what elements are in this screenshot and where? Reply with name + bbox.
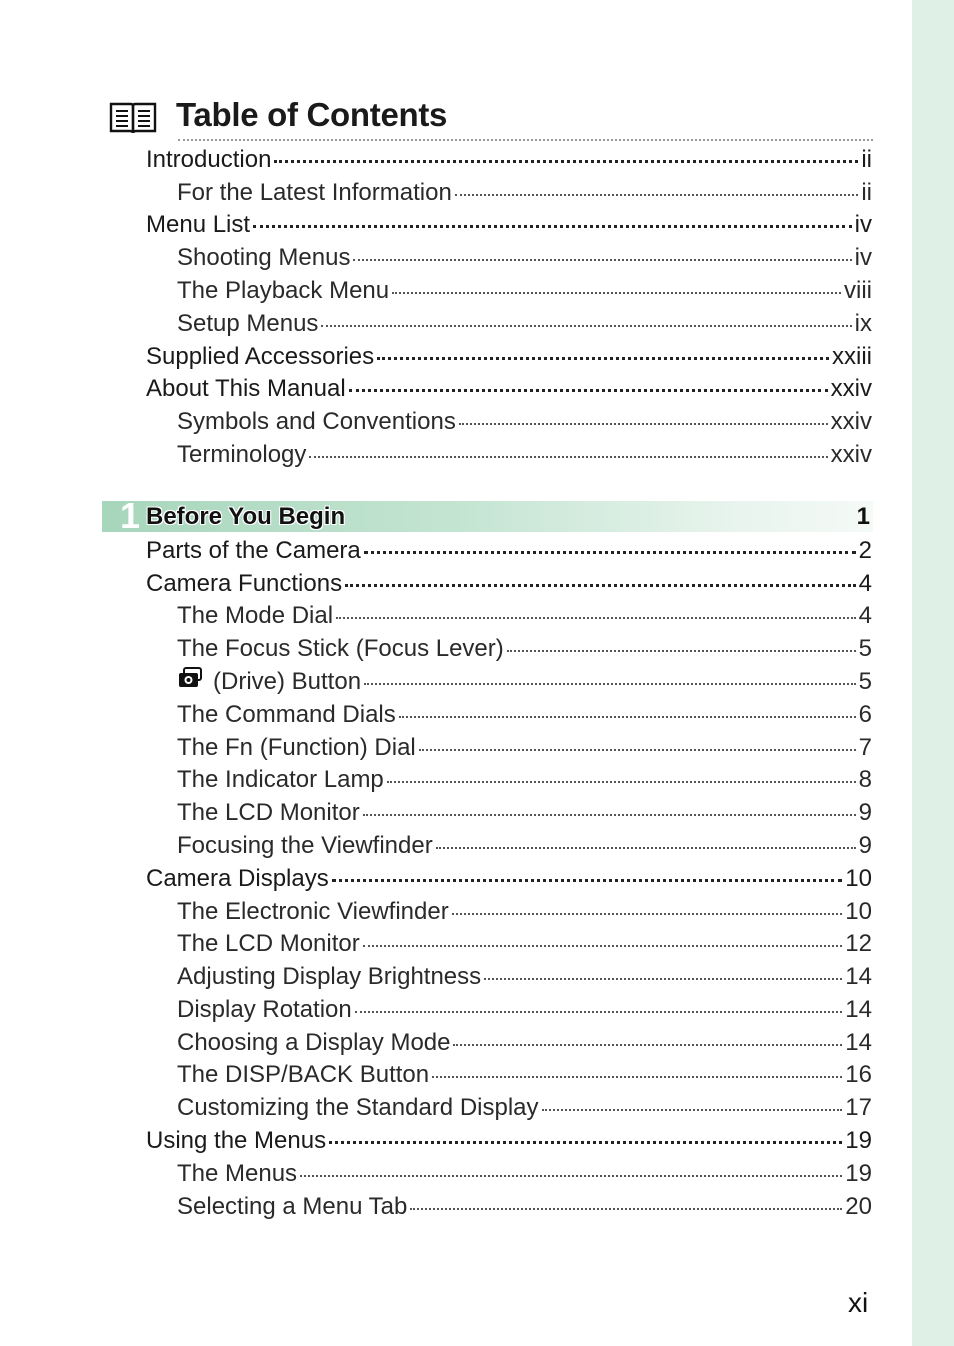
toc-entry-page: 5: [858, 635, 872, 662]
toc-entry[interactable]: [177, 439, 872, 471]
toc-entry[interactable]: [177, 994, 872, 1026]
toc-entry-label: Menu List: [146, 211, 251, 238]
toc-entry-page: 10: [845, 898, 872, 925]
toc-entry[interactable]: [177, 699, 872, 731]
toc-entry-label: Customizing the Standard Display: [177, 1094, 539, 1121]
toc-entry[interactable]: [177, 242, 872, 274]
leader-dots: [345, 584, 856, 587]
open-book-icon: [108, 100, 158, 136]
toc-entry-label: (Drive) Button: [213, 668, 362, 695]
leader-dots: [542, 1109, 843, 1111]
toc-entry[interactable]: [146, 144, 872, 176]
toc-entry[interactable]: [177, 308, 872, 340]
toc-entry[interactable]: [177, 406, 872, 438]
chapter-page: 1: [856, 503, 870, 530]
leader-dots: [274, 160, 858, 163]
toc-entry-label: Display Rotation: [177, 996, 352, 1023]
toc-entry-page: 10: [845, 865, 872, 892]
toc-entry[interactable]: [177, 177, 872, 209]
toc-entry[interactable]: [177, 961, 872, 993]
toc-entry-label: The LCD Monitor: [177, 799, 360, 826]
leader-dots: [363, 945, 843, 947]
toc-entry-page: 19: [845, 1127, 872, 1154]
toc-entry-page: xxiii: [832, 343, 872, 370]
toc-entry-page: 4: [858, 570, 872, 597]
toc-entry-page: 12: [845, 930, 872, 957]
toc-entry-page: 19: [845, 1160, 872, 1187]
toc-entry-page: 9: [858, 832, 872, 859]
toc-entry-label: Setup Menus: [177, 310, 319, 337]
toc-entry-page: 14: [845, 996, 872, 1023]
toc-entry-label: The Mode Dial: [177, 602, 334, 629]
toc-entry-page: ix: [854, 310, 872, 337]
toc-entry-page: xxiv: [830, 408, 872, 435]
leader-dots: [392, 292, 841, 294]
leader-dots: [453, 1044, 842, 1046]
toc-entry-label: The LCD Monitor: [177, 930, 360, 957]
toc-entry-page: 14: [845, 1029, 872, 1056]
toc-entry-page: iv: [854, 211, 872, 238]
toc-entry[interactable]: [177, 1191, 872, 1223]
leader-dots: [436, 847, 856, 849]
toc-entry-label: For the Latest Information: [177, 179, 452, 206]
leader-dots: [419, 749, 856, 751]
toc-entry[interactable]: [177, 732, 872, 764]
toc-entry-page: 16: [845, 1061, 872, 1088]
toc-entry[interactable]: [146, 863, 872, 895]
leader-dots: [399, 716, 856, 718]
toc-entry-label: The DISP/BACK Button: [177, 1061, 430, 1088]
toc-entry-label: Using the Menus: [146, 1127, 327, 1154]
toc-entry-page: 9: [858, 799, 872, 826]
toc-entry-label: The Electronic Viewfinder: [177, 898, 449, 925]
leader-dots: [432, 1076, 842, 1078]
leader-dots: [349, 389, 828, 392]
toc-entry[interactable]: [177, 600, 872, 632]
leader-dots: [455, 194, 859, 196]
toc-entry-label: Focusing the Viewfinder: [177, 832, 433, 859]
toc-entry-page: 2: [858, 537, 872, 564]
toc-entry-page: 6: [858, 701, 872, 728]
leader-dots: [332, 879, 843, 882]
toc-entry-label: The Command Dials: [177, 701, 396, 728]
drive-icon: [177, 667, 203, 689]
chapter-title: Before You Begin: [146, 503, 346, 530]
toc-entry-label: Introduction: [146, 146, 272, 173]
toc-entry[interactable]: [177, 928, 872, 960]
chapter-number: 1: [120, 495, 141, 536]
toc-entry-label: The Indicator Lamp: [177, 766, 384, 793]
toc-entry-label: The Menus: [177, 1160, 298, 1187]
toc-entry-label: Symbols and Conventions: [177, 408, 456, 435]
toc-entry[interactable]: [177, 797, 872, 829]
toc-entry[interactable]: [146, 373, 872, 405]
toc-entry-page: ii: [861, 179, 872, 206]
leader-dots: [336, 617, 856, 619]
toc-entry[interactable]: [146, 341, 872, 373]
toc-entry[interactable]: [146, 535, 872, 567]
toc-entry-page: 4: [858, 602, 872, 629]
toc-entry-label: The Fn (Function) Dial: [177, 734, 416, 761]
toc-entry-label: Terminology: [177, 441, 307, 468]
toc-entry-label: Choosing a Display Mode: [177, 1029, 451, 1056]
leader-dots: [387, 781, 856, 783]
toc-entry-page: ii: [861, 146, 872, 173]
leader-dots: [377, 357, 829, 360]
side-color-strip: [912, 0, 954, 1346]
leader-dots: [355, 1011, 843, 1013]
toc-entry[interactable]: [177, 1027, 872, 1059]
toc-entry-page: 7: [858, 734, 872, 761]
toc-entry-label: Selecting a Menu Tab: [177, 1193, 408, 1220]
leader-dots: [309, 456, 827, 458]
toc-entry[interactable]: [146, 209, 872, 241]
toc-entry-page: 5: [858, 668, 872, 695]
toc-entry-label: Shooting Menus: [177, 244, 351, 271]
toc-entry-page: 8: [858, 766, 872, 793]
toc-entry-page: 14: [845, 963, 872, 990]
chapter-heading[interactable]: [102, 495, 873, 536]
toc-entry-page: viii: [844, 277, 872, 304]
leader-dots: [353, 259, 851, 261]
leader-dots: [484, 978, 842, 980]
toc-entry[interactable]: [177, 896, 872, 928]
toc-entry[interactable]: [146, 1125, 872, 1157]
leader-dots: [507, 650, 856, 652]
leader-dots: [300, 1175, 842, 1177]
leader-dots: [364, 683, 856, 685]
toc-entry-label: The Playback Menu: [177, 277, 390, 304]
toc-entry-label: Camera Displays: [146, 865, 329, 892]
leader-dots: [364, 551, 856, 554]
toc-entry[interactable]: [177, 275, 872, 307]
toc-entry[interactable]: [177, 666, 872, 698]
leader-dots: [459, 423, 828, 425]
toc-entry-label: Supplied Accessories: [146, 343, 375, 370]
leader-dots: [253, 225, 852, 228]
toc-header: [108, 92, 873, 138]
leader-dots: [410, 1208, 842, 1210]
toc-entry[interactable]: [177, 764, 872, 796]
page-title: Table of Contents: [176, 96, 448, 133]
toc-entry-label: Parts of the Camera: [146, 537, 361, 564]
toc-entry-page: xxiv: [830, 375, 872, 402]
page-number: xi: [848, 1287, 869, 1318]
toc-entry[interactable]: [177, 1059, 872, 1091]
leader-dots: [363, 814, 856, 816]
toc-entry-label: Adjusting Display Brightness: [177, 963, 482, 990]
toc-entry-label: About This Manual: [146, 375, 346, 402]
toc-entry-label: The Focus Stick (Focus Lever): [177, 635, 504, 662]
toc-entry-label: Camera Functions: [146, 570, 343, 597]
toc-entry-page: xxiv: [830, 441, 872, 468]
toc-entry-page: 20: [845, 1193, 872, 1220]
leader-dots: [329, 1141, 842, 1144]
leader-dots: [321, 325, 851, 327]
title-divider: [178, 139, 873, 141]
toc-entry-page: iv: [854, 244, 872, 271]
toc-entry[interactable]: [177, 830, 872, 862]
toc-entry-page: 17: [845, 1094, 872, 1121]
toc-entry[interactable]: [177, 1158, 872, 1190]
leader-dots: [452, 913, 843, 915]
toc-entry[interactable]: [146, 568, 872, 600]
toc-entry[interactable]: [177, 633, 872, 665]
toc-entry[interactable]: [177, 1092, 872, 1124]
